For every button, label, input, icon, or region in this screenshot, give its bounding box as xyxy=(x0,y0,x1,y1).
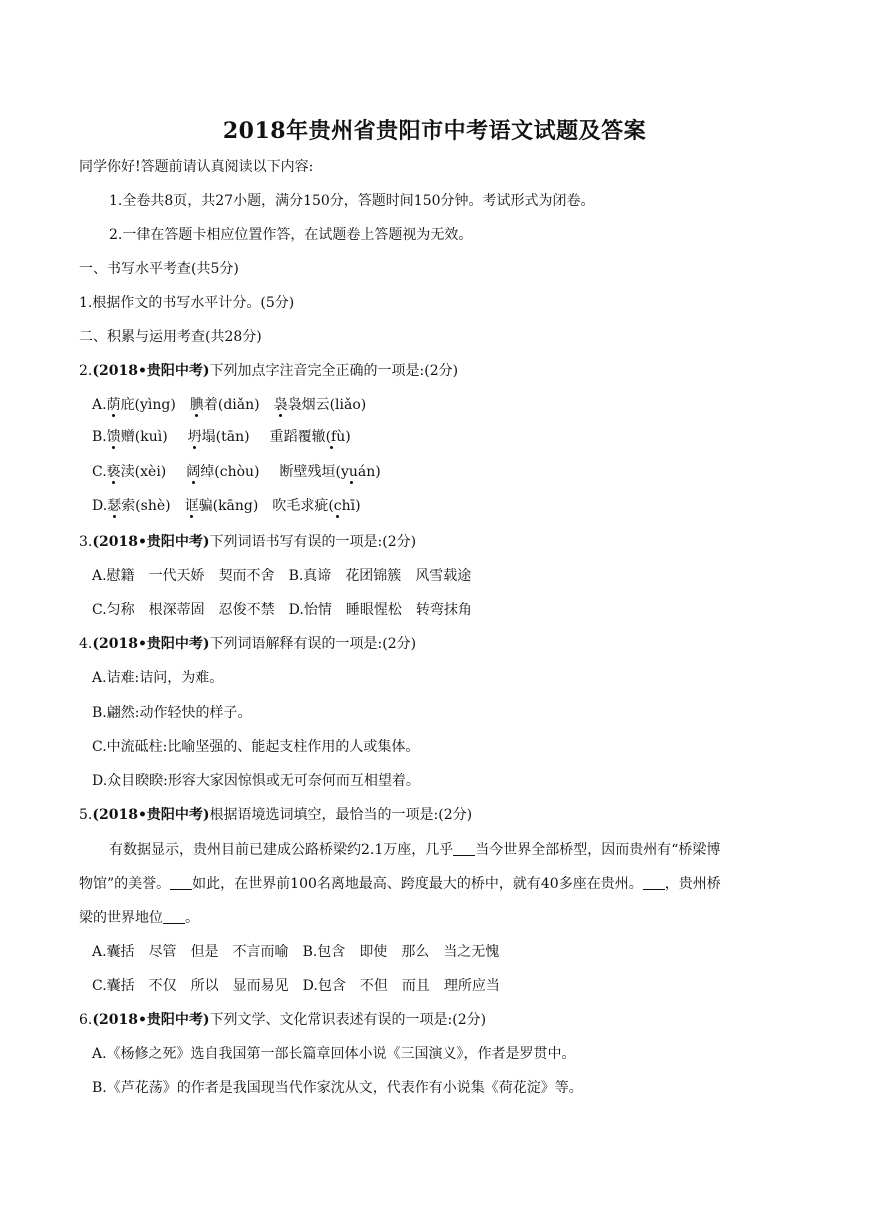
option-word: D.怡情 xyxy=(288,602,332,618)
question-source: (2018•贵阳中考) xyxy=(92,363,210,379)
dotted-char: 辙(fù) xyxy=(311,429,351,445)
option-word: 不仅 xyxy=(148,978,177,994)
dotted-char: 亵 xyxy=(106,464,121,480)
passage-text: 。 xyxy=(185,910,199,926)
question-number: 2. xyxy=(79,363,93,379)
page-title: 2018年贵州省贵阳市中考语文试题及答案 xyxy=(222,118,647,144)
option-word: 吹毛求 xyxy=(272,498,315,514)
option-word: 契而不舍 xyxy=(218,568,275,584)
option-letter: B. xyxy=(92,429,107,445)
q5-passage-line-2 xyxy=(79,874,721,894)
question-2-stem xyxy=(79,361,458,381)
dotted-char: 阔 xyxy=(186,464,201,480)
option-word: 所以 xyxy=(190,978,219,994)
q2-option-b xyxy=(92,427,351,447)
option-word: 睡眼惺松 xyxy=(345,602,402,618)
question-source: (2018•贵阳中考) xyxy=(92,807,210,823)
q3-options-row-1 xyxy=(92,566,471,586)
option-word: D.包含 xyxy=(302,978,346,994)
fill-blank xyxy=(163,909,185,924)
option-letter: D. xyxy=(92,498,108,514)
option-word: 赠(kuì) xyxy=(120,429,168,445)
question-source: (2018•贵阳中考) xyxy=(92,534,210,550)
passage-text: 有数据显示，贵州目前已建成公路桥梁约2.1万座，几乎 xyxy=(109,842,454,858)
option-word: 不言而喻 xyxy=(232,944,289,960)
option-word: 但是 xyxy=(190,944,219,960)
dotted-char: 腆 xyxy=(189,397,204,413)
question-source: (2018•贵阳中考) xyxy=(92,636,210,652)
section-1-heading: 一、书写水平考查(共5分) xyxy=(79,261,239,277)
question-number: 4. xyxy=(79,636,93,652)
option-word: 着(diǎn) xyxy=(203,397,260,413)
dotted-char: 疵(chī) xyxy=(314,498,361,514)
rule-2: 2.一律在答题卡相应位置作答，在试题卷上答题视为无效。 xyxy=(109,227,473,243)
question-3-stem xyxy=(79,532,416,552)
option-word: 尽管 xyxy=(148,944,177,960)
q5-options-row-2 xyxy=(92,976,500,996)
passage-text: 梁的世界地位 xyxy=(79,910,163,926)
option-word: 而且 xyxy=(401,978,430,994)
dotted-char: 馈 xyxy=(106,429,121,445)
passage-text: 如此，在世界前100名离地最高、跨度最大的桥中，就有40多座在贵州。 xyxy=(192,876,643,892)
fill-blank xyxy=(643,875,665,890)
option-word: 重蹈覆 xyxy=(269,429,312,445)
question-text: 下列词语解释有误的一项是:(2分) xyxy=(209,636,417,652)
q4-option-a: A.诘难:诘问，为难。 xyxy=(92,670,224,686)
option-word: 袅烟云(liǎo) xyxy=(287,397,367,413)
option-word: 风雪载途 xyxy=(415,568,472,584)
option-word: 即使 xyxy=(359,944,388,960)
section-2-heading: 二、积累与运用考查(共28分) xyxy=(79,329,262,345)
option-word: B.包含 xyxy=(302,944,346,960)
option-word: 渎(xèi) xyxy=(120,464,167,480)
q4-option-c: C.中流砥柱:比喻坚强的、能起支柱作用的人或集体。 xyxy=(92,739,420,755)
option-word: C.匀称 xyxy=(92,602,135,618)
fill-blank xyxy=(170,875,192,890)
dotted-char: 诓 xyxy=(184,498,199,514)
question-text: 下列加点字注音完全正确的一项是:(2分) xyxy=(209,363,459,379)
dotted-char: 瑟 xyxy=(107,498,122,514)
option-word: 根深蒂固 xyxy=(148,602,205,618)
option-word: 花团锦簇 xyxy=(345,568,402,584)
question-number: 5. xyxy=(79,807,93,823)
passage-text: 当今世界全部桥型，因而贵州有“桥梁博 xyxy=(475,842,721,858)
q5-passage-line-1 xyxy=(109,840,720,860)
question-5-stem xyxy=(79,805,472,825)
q6-option-a: A.《杨修之死》选自我国第一部长篇章回体小说《三国演义》，作者是罗贯中。 xyxy=(92,1046,576,1062)
question-text: 根据语境选词填空，最恰当的一项是:(2分) xyxy=(209,807,473,823)
q2-option-d xyxy=(92,496,361,516)
dotted-char: 坍 xyxy=(187,429,202,445)
question-number: 6. xyxy=(79,1012,93,1028)
option-word: A.慰籍 xyxy=(92,568,135,584)
q6-option-b: B.《芦花荡》的作者是我国现当代作家沈从文，代表作有小说集《荷花淀》等。 xyxy=(92,1080,583,1096)
option-word: 庇(yìng) xyxy=(120,397,176,413)
option-word: 一代天娇 xyxy=(148,568,205,584)
option-word: 塌(tān) xyxy=(201,429,250,445)
q4-option-d: D.众目睽睽:形容大家因惊惧或无可奈何而互相望着。 xyxy=(92,773,420,789)
intro-text: 同学你好!答题前请认真阅读以下内容: xyxy=(79,159,314,175)
question-1: 1.根据作文的书写水平计分。(5分) xyxy=(79,295,295,311)
passage-text: 物馆”的美誉。 xyxy=(79,876,171,892)
option-word: 绰(chòu) xyxy=(200,464,260,480)
q4-option-b: B.翩然:动作轻快的样子。 xyxy=(92,705,252,721)
question-6-stem xyxy=(79,1010,486,1030)
passage-text: ，贵州桥 xyxy=(664,876,721,892)
option-word: 那么 xyxy=(401,944,430,960)
q2-option-a xyxy=(92,395,366,415)
option-letter: A. xyxy=(92,397,107,413)
option-letter: C. xyxy=(92,464,107,480)
q2-option-c xyxy=(92,462,381,482)
dotted-char: 垣(yuán) xyxy=(321,464,381,480)
option-word: 显而易见 xyxy=(232,978,289,994)
question-text: 下列文学、文化常识表述有误的一项是:(2分) xyxy=(209,1012,487,1028)
option-word: 转弯抹角 xyxy=(415,602,472,618)
option-word: 忍俊不禁 xyxy=(218,602,275,618)
q5-options-row-1 xyxy=(92,942,499,962)
dotted-char: 荫 xyxy=(106,397,121,413)
option-word: A.囊括 xyxy=(92,944,135,960)
question-number: 3. xyxy=(79,534,93,550)
option-word: 当之无愧 xyxy=(443,944,500,960)
fill-blank xyxy=(453,841,475,856)
dotted-char: 袅 xyxy=(273,397,288,413)
question-text: 下列词语书写有误的一项是:(2分) xyxy=(209,534,417,550)
option-word: 理所应当 xyxy=(443,978,500,994)
option-word: B.真谛 xyxy=(288,568,332,584)
rule-1: 1.全卷共8页，共27小题，满分150分，答题时间150分钟。考试形式为闭卷。 xyxy=(109,193,595,209)
question-source: (2018•贵阳中考) xyxy=(92,1012,210,1028)
option-word: 不但 xyxy=(359,978,388,994)
option-word: 索(shè) xyxy=(121,498,171,514)
option-word: 骗(kāng) xyxy=(198,498,259,514)
q5-passage-line-3 xyxy=(79,908,199,928)
question-4-stem xyxy=(79,634,416,654)
option-word: 断壁残 xyxy=(279,464,322,480)
option-word: C.囊括 xyxy=(92,978,135,994)
q3-options-row-2 xyxy=(92,600,472,620)
